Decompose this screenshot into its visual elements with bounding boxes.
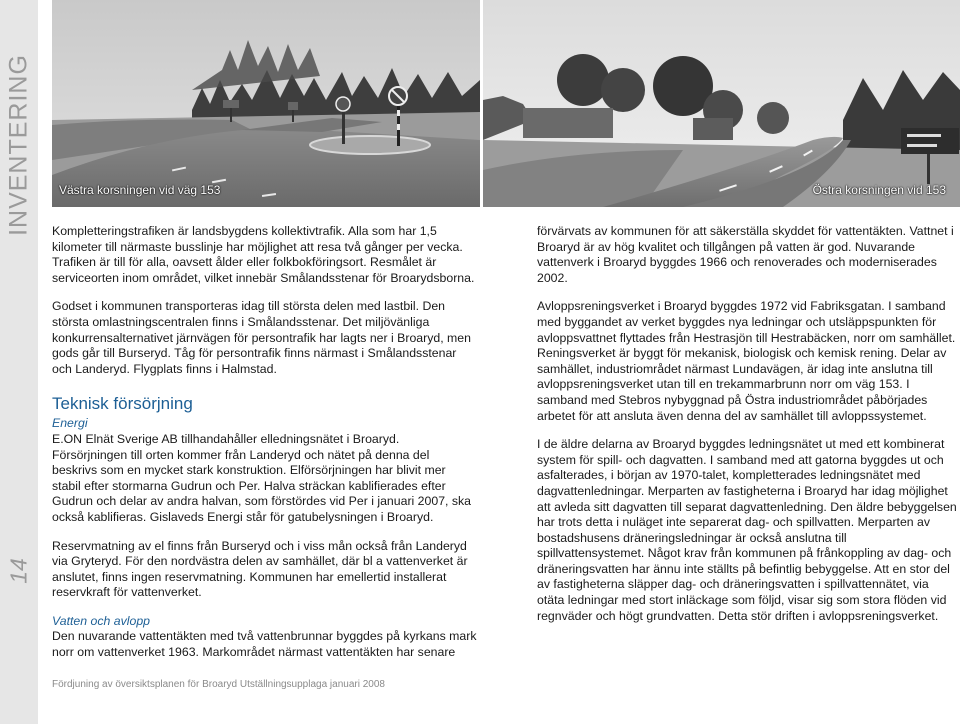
sidebar-strip — [0, 0, 38, 724]
photo-east-caption: Östra korsningen vid 153 — [812, 183, 946, 197]
photo-east-crossing — [483, 0, 960, 207]
paragraph-avloppsreningsverk: Avloppsreningsverket i Broaryd byggdes 1972 vid Fabriksgatan. I samband med byggandet av verket byggdes nya ledningar och utsläppspunkten för avloppsvattnet flyttades från Hestrasjön till Hestrabäcken, norr om samhället. Reningsverket är byggt för mekanisk, biologisk och kemisk rening. Delar av samhället, industriområdet närmast Lundavägen, är idag inte anslutna till avloppsreningsverket utan till en trekammarbrunn norr om väg 153. I samband med Stebros nybyggnad på Östra industriområdet påbörjades arbetet för att ansluta även denna del av samhället till avloppssystemet. — [537, 299, 956, 423]
page-number-text: 14 — [5, 558, 32, 584]
paragraph-kompletteringstrafik: Kompletteringstrafiken är landsbygdens kollektivtrafik. Alla som har 1,5 kilometer till närmaste busslinje har möjlighet att resa två gånger per vecka. Trafiken är till för alla, oavsett ålder eller folkbokföringsort. Resmålet är serviceorten inom området, vilket innebär Smålandsstenar för Broarydsborna. — [52, 224, 475, 285]
photo-west-crossing — [52, 0, 480, 207]
paragraph-vattentakt: Den nuvarande vattentäkten med två vattenbrunnar byggdes på kyrkans mark norr om vattenverket 1963. Markområdet närmast vattentäkten har senare — [52, 629, 477, 660]
left-column — [52, 224, 477, 661]
paragraph-ledningsnat: I de äldre delarna av Broaryd byggdes ledningsnätet ut med ett kombinerat system för spill- och dagvatten. I samband med att gatorna byggdes ut och asfalterades, i början av 1970-talet, kompletterades ledningsnätet med dagvattenledningar. Merparten av fastigheterna i Broaryd har idag möjlighet att avleda sitt dagvatten till separat dagvattenledning. Den äldre bebyggelsen har trots detta i nuläget inte separerat dag- och spillvatten. Merparten av bostadshusens dräneringsledningar är också anslutna till spillvattensystemet. Något krav från kommunen på frånkoppling av dag- och dräneringsvatten har ännu inte ställts på befintlig bebyggelse. Att en stor del av fastigheterna släpper dag- och dräneringsvatten i spillvattennätet, via otäta ledningar med stort inläckage som följd, visar sig som stora flöden vid regnväder och högt grundvatten. Detta stör driften i avloppsreningsverket. — [537, 437, 957, 623]
photo-west-caption: Västra korsningen vid väg 153 — [59, 183, 221, 197]
paragraph-vattenverk: förvärvats av kommunen för att säkerställa skyddet för vattentäkten. Vattnet i Broaryd är av hög kvalitet och tillgången på vatten är god. Nuvarande vattenverk i Broaryd byggdes 1966 och renoverades och moderniserades 2002. — [537, 224, 954, 285]
heading-teknisk-forsorjning: Teknisk försörjning — [52, 394, 193, 414]
page-footer: Fördjuning av översiktsplanen för Broaryd Utställningsupplaga januari 2008 — [52, 679, 385, 690]
subheading-energi: Energi — [52, 416, 88, 431]
subheading-vatten-avlopp: Vatten och avlopp — [52, 613, 150, 628]
paragraph-eon: E.ON Elnät Sverige AB tillhandahåller elledningsnätet i Broaryd. Försörjningen till orten kommer från Landeryd och nätet på denna del beskrivs som en mycket stark konstruktion. Elförsörjningen har blivit mer stabil efter stormarna Gudrun och Per. Halva sträckan kablifierades efter Gudrun och delar av andra halvan, som förstördes vid Per i januari 2007, ska också kablifieras. Gislaveds Energi står för gatubelysningen i Broaryd. — [52, 431, 472, 524]
page-number — [4, 546, 34, 596]
section-title — [4, 54, 34, 236]
paragraph-reservmatning: Reservmatning av el finns från Burseryd och i viss mån också från Landeryd via Gryteryd. För den nordvästra delen av samhället, där bl a vattenverket är anslutet, finns ingen reservmatning. Kommunen har emellertid installerat reservkraft för vattenverket. — [52, 538, 468, 600]
section-title-text: INVENTERING — [4, 54, 33, 236]
paragraph-gods: Godset i kommunen transporteras idag till största delen med lastbil. Den största omlastningscentralen finns i Smålandsstenar. Det miljövänliga konkurrensalternativet järnvägen för persontrafik har lagts ner i Broaryd, men gods går till Burseryd. Tåg för persontrafik finns närmast i Smålandsstenar och Landeryd. Flygplats finns i Halmstad. — [52, 299, 471, 376]
right-column — [537, 224, 957, 624]
